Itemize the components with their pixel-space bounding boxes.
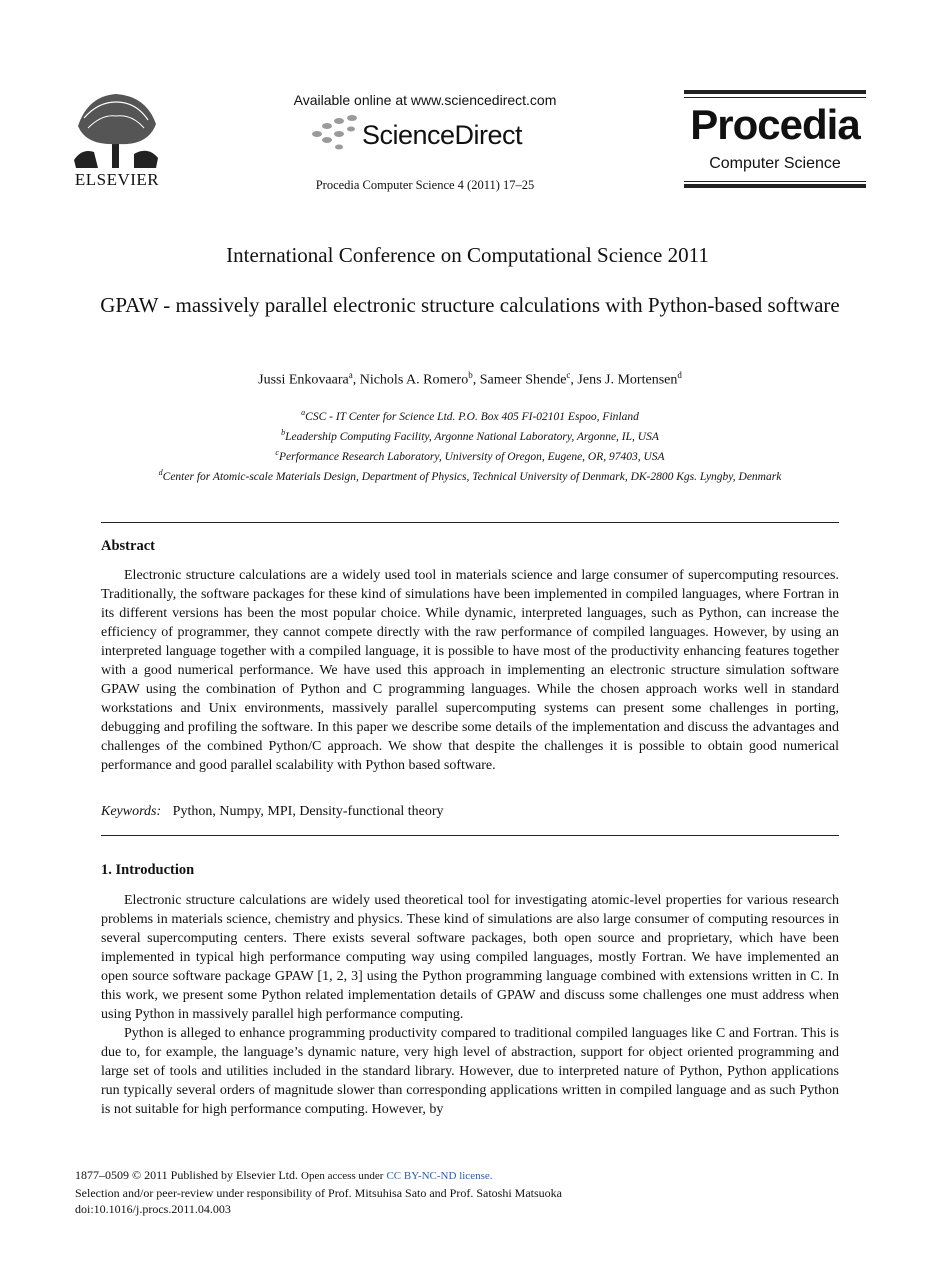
elsevier-wordmark: ELSEVIER xyxy=(74,170,160,189)
author-name: Jussi Enkovaara xyxy=(258,372,349,388)
abstract-paragraph: Electronic structure calculations are a widely used tool in materials science and large consumer of supercomputing resources. Traditionally, the software packages for these kind of simulations have been implemented in compiled languages, where Fortran in its different versions has been the most popular choice. While dynamic, interpreted languages, such as Python, can increase the efficiency of programmer, they cannot compete directly with the raw performance of compiled languages. However, by using an interpreted language together with a compiled language, it is possible to have most of the productivity enhancing features together with a good numerical performance. We have used this approach in implementing an electronic structure simulation software GPAW using the combination of Python and C programming languages. While the chosen approach works well in standard workstations and Unix environments, massively parallel supercomputing systems can present some challenges in porting, debugging and profiling the software. In this paper we describe some details of the implementation and discuss the advantages and challenges of the combined Python/C approach. We show that despite the challenges it is possible to obtain good numerical performance and good parallel scalability with Python based software. xyxy=(101,568,839,773)
author-sup: d xyxy=(677,370,682,380)
section-divider xyxy=(101,835,839,836)
paper-title: GPAW - massively parallel electronic structure calculations with Python-based software xyxy=(100,293,840,317)
procedia-rule xyxy=(684,90,866,94)
abstract-heading: Abstract xyxy=(101,538,155,554)
affiliation-item xyxy=(60,405,880,425)
conference-name: International Conference on Computational Science 2011 xyxy=(226,243,709,267)
footer xyxy=(75,1167,562,1218)
procedia-rule xyxy=(684,97,866,98)
affiliation-text: Leadership Computing Facility, Argonne National Laboratory, Argonne, IL, USA xyxy=(285,430,659,443)
affiliation-item xyxy=(60,425,880,445)
introduction-body xyxy=(101,891,839,1119)
keywords-label: Keywords: xyxy=(101,804,162,819)
affiliation-text: CSC - IT Center for Science Ltd. P.O. Box 405 FI-02101 Espoo, Finland xyxy=(305,410,639,423)
keywords xyxy=(101,804,444,820)
author-name: Sameer Shende xyxy=(479,372,567,388)
affiliation-text: Center for Atomic-scale Materials Design, Department of Physics, Technical University of Denmark, DK-2800 Kgs. Lyngby, Denmark xyxy=(162,471,782,484)
affiliation-item xyxy=(60,445,880,465)
sciencedirect-wordmark: ScienceDirect xyxy=(362,120,523,150)
author-name: Nichols A. Romero xyxy=(359,372,469,388)
procedia-rule xyxy=(684,184,866,188)
author-sup: c xyxy=(566,370,571,380)
intro-paragraph: Electronic structure calculations are widely used theoretical tool for investigating atomic-level properties for various research problems in materials science, chemistry and physics. These kind of simulations are also large consumer of computing resources in several supercomputing centers. There exists several software packages, both open source and proprietary, which have been implemented in typical high performance computing way using compiled languages, mostly Fortran. We have implemented an open source software package GPAW [1, 2, 3] using the Python programming language combined with extensions written in C. In this work, we present some Python related implementation details of GPAW and discuss some challenges one must address when using Python in massively parallel high performance computing. xyxy=(101,893,839,1022)
introduction-heading: 1. Introduction xyxy=(101,862,195,878)
affiliation-item xyxy=(60,465,880,485)
available-online-text: Available online at www.sciencedirect.com xyxy=(293,92,557,108)
open-access-text: Open access under xyxy=(301,1170,384,1182)
affiliation-text: Performance Research Laboratory, University of Oregon, Eugene, OR, 97403, USA xyxy=(278,451,665,464)
procedia-subtitle: Computer Science xyxy=(709,155,841,172)
author-sup: a xyxy=(348,370,353,380)
footer-copyright xyxy=(75,1167,562,1185)
author-sup: b xyxy=(468,370,473,380)
keywords-text: Python, Numpy, MPI, Density-functional theory xyxy=(172,804,444,819)
affiliation-sup: c xyxy=(275,448,279,458)
affiliation-sup: a xyxy=(301,408,306,417)
author-name: Jens J. Mortensen xyxy=(577,372,678,388)
procedia-wordmark: Procedia xyxy=(690,101,860,148)
author-list: Jussi Enkovaara$^a$, Nichols A. Romero$^b$, Sameer Shende$^c$, Jens J. Mortensen$^d$ xyxy=(258,370,682,388)
license-link[interactable]: CC BY-NC-ND license. xyxy=(386,1170,493,1182)
journal-reference: Procedia Computer Science 4 (2011) 17–25 xyxy=(315,178,535,192)
affiliation-sup: d xyxy=(158,468,163,478)
procedia-rule xyxy=(684,181,866,182)
section-divider xyxy=(101,522,839,523)
abstract-body xyxy=(101,566,839,775)
footer-review: Selection and/or peer-review under responsibility of Prof. Mitsuhisa Sato and Prof. Satoshi Matsuoka xyxy=(75,1185,563,1200)
affiliation-list xyxy=(60,405,880,486)
affiliation-sup: b xyxy=(281,428,286,438)
footer-doi: doi:10.1016/j.procs.2011.04.003 xyxy=(75,1202,231,1216)
copyright-text: 1877–0509 © 2011 Published by Elsevier Ltd. xyxy=(75,1168,298,1182)
intro-paragraph: Python is alleged to enhance programming productivity compared to traditional compiled languages like C and Fortran. This is due to, for example, the language’s dynamic nature, very high level of abstraction, support for object oriented programming and large set of tools and utilities included in the standard library. However, due to interpreted nature of Python, Python applications run typically several orders of magnitude slower than corresponding applications written in compiled language and as such Python is not suitable for high performance computing. However, by xyxy=(101,1026,839,1117)
